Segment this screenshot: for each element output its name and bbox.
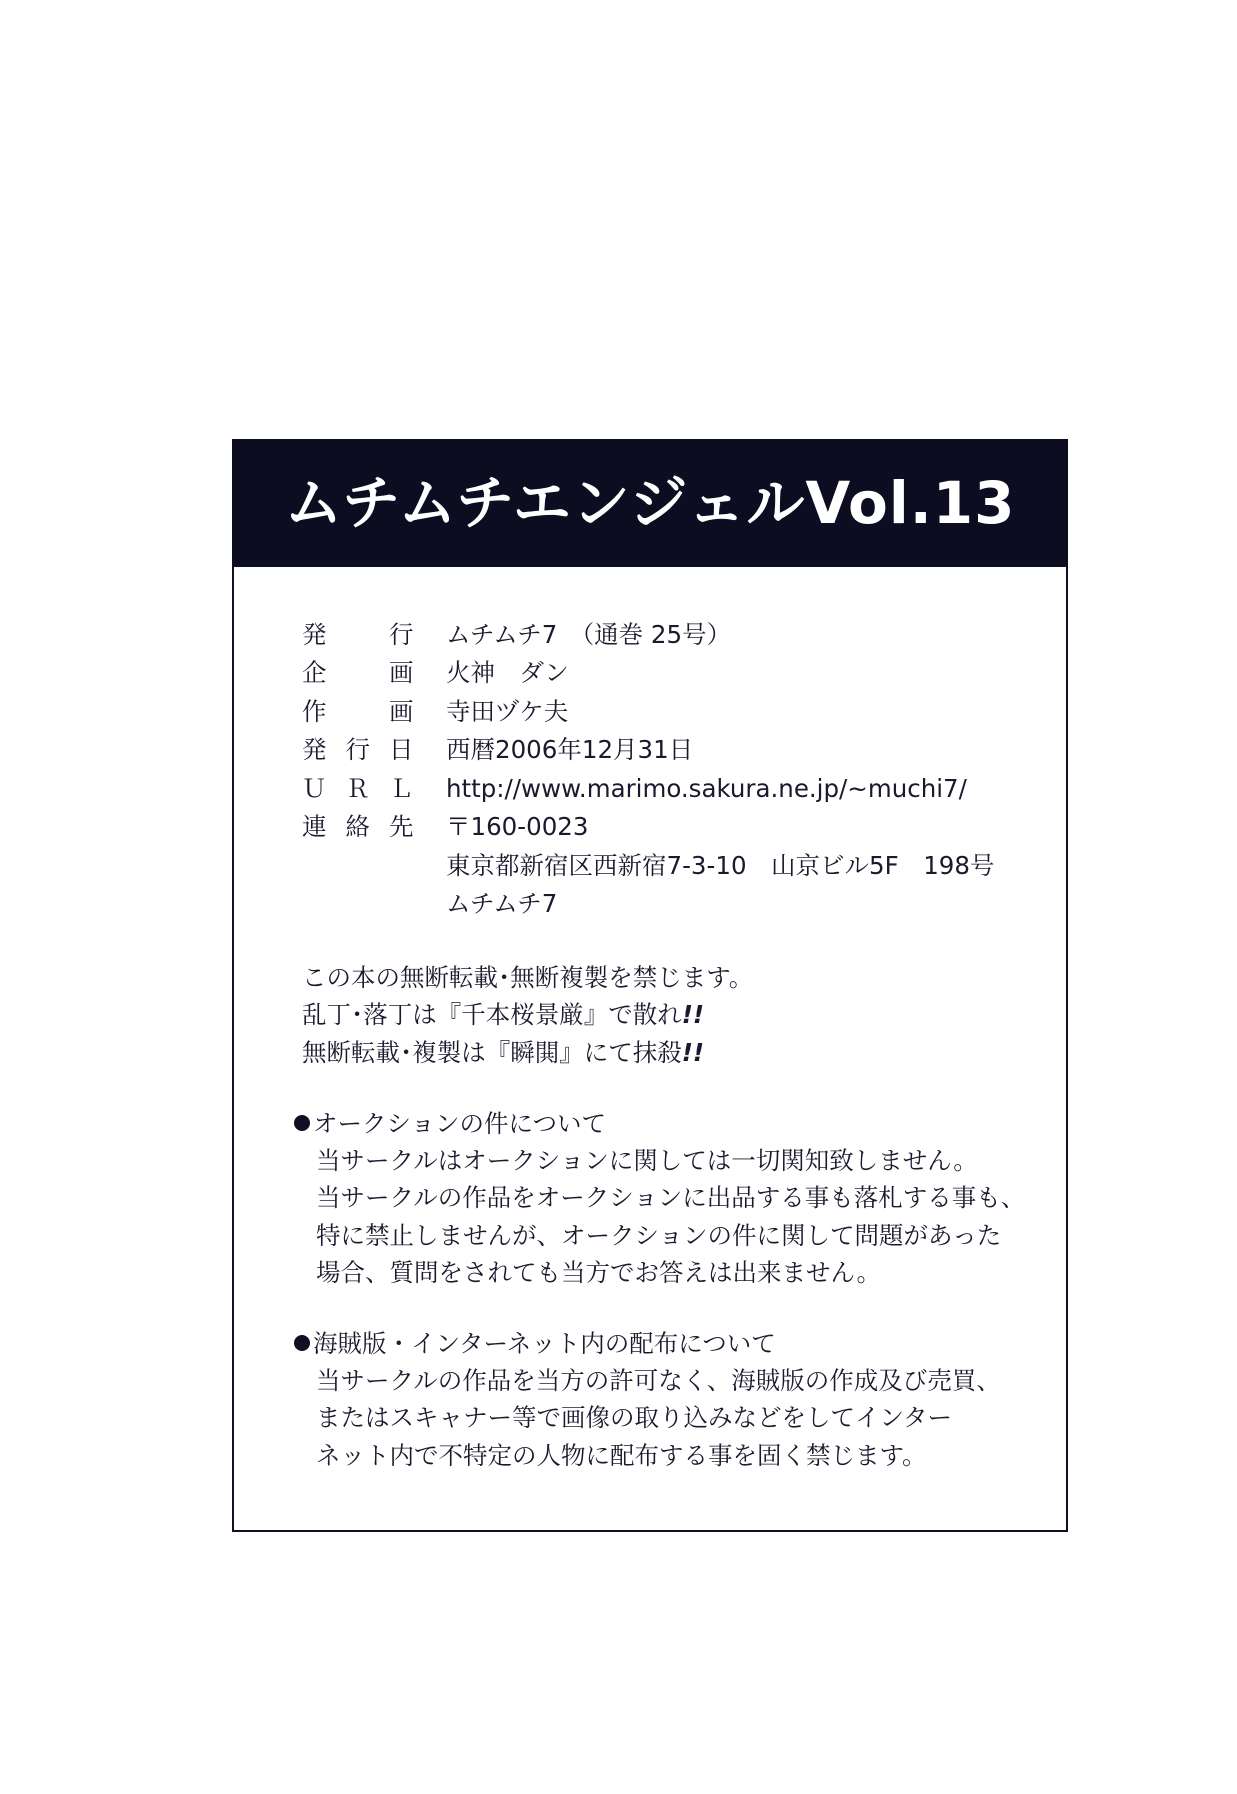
table-row (302, 846, 994, 885)
info-value: 火神 ダン (446, 658, 569, 688)
info-value: ムチムチ7 （通巻 25号） (446, 619, 732, 649)
section-line: 当サークルの作品をオークションに出品する事も落札する事も、 (316, 1183, 1026, 1213)
info-value: 西暦2006年12月31日 (446, 735, 694, 765)
section-heading (294, 1325, 1066, 1362)
info-label: 連絡先 (302, 812, 414, 842)
page-title: ムチムチエンジェルVol.13 (284, 469, 1016, 537)
info-label (302, 885, 432, 924)
section-line: 当サークルはオークションに関しては一切関知致しません。 (316, 1146, 978, 1176)
notice-mark: !! (681, 1037, 705, 1067)
publication-info-table (302, 615, 994, 923)
notice-line-text: 乱丁･落丁は『千本桜景厳』で散れ (302, 1000, 682, 1030)
info-label: 発行日 (302, 735, 414, 765)
bullet-dot-icon (294, 1335, 310, 1351)
section-body (316, 1362, 1066, 1474)
info-value-url[interactable]: http://www.marimo.sakura.ne.jp/~muchi7/ (446, 773, 967, 803)
info-value: 〒160-0023 (446, 812, 589, 842)
info-label (302, 846, 432, 885)
section-heading (294, 1105, 1066, 1142)
bullet-dot-icon (294, 1115, 310, 1131)
notice-line-text: 無断転載･複製は『瞬閧』にて抹殺 (302, 1037, 682, 1067)
info-label: 企 画 (302, 658, 414, 688)
table-row (302, 808, 994, 847)
table-row (302, 615, 994, 654)
info-value: 東京都新宿区西新宿7-3-10 山京ビル5F 198号 (446, 850, 995, 880)
section-heading-text: 海賊版・インターネット内の配布について (313, 1329, 776, 1358)
info-value: 寺田ヅケ夫 (446, 696, 569, 726)
section-body (316, 1142, 1066, 1291)
section-line: 特に禁止しませんが、オークションの件に関して問題があった (316, 1220, 1002, 1250)
info-label: ＵＲＬ (302, 773, 414, 803)
table-row (302, 654, 994, 693)
table-row (302, 885, 994, 924)
section-auction (294, 1105, 1066, 1291)
table-row (302, 692, 994, 731)
section-line: 場合、質問をされても当方でお答えは出来ません。 (316, 1257, 881, 1287)
title-bar (232, 439, 1068, 567)
copyright-notice (302, 959, 1066, 1071)
table-row (302, 731, 994, 770)
colophon-panel (232, 439, 1068, 1532)
notice-line (302, 1034, 1066, 1071)
section-heading-text: オークションの件について (313, 1108, 607, 1138)
section-line: 当サークルの作品を当方の許可なく、海賊版の作成及び売買、 (316, 1366, 1001, 1396)
section-line: またはスキャナー等で画像の取り込みなどをしてインター (316, 1403, 953, 1433)
info-label: 発 行 (302, 619, 414, 649)
section-line: ネット内で不特定の人物に配布する事を固く禁じます。 (316, 1440, 927, 1470)
notice-line: この本の無断転載･無断複製を禁じます。 (302, 963, 754, 993)
section-piracy (294, 1325, 1066, 1474)
notice-line (302, 996, 1066, 1033)
info-label: 作 画 (302, 696, 414, 726)
notice-mark: !! (681, 1000, 705, 1030)
info-value: ムチムチ7 (446, 889, 558, 919)
table-row (302, 769, 994, 808)
colophon-body (234, 567, 1066, 1530)
